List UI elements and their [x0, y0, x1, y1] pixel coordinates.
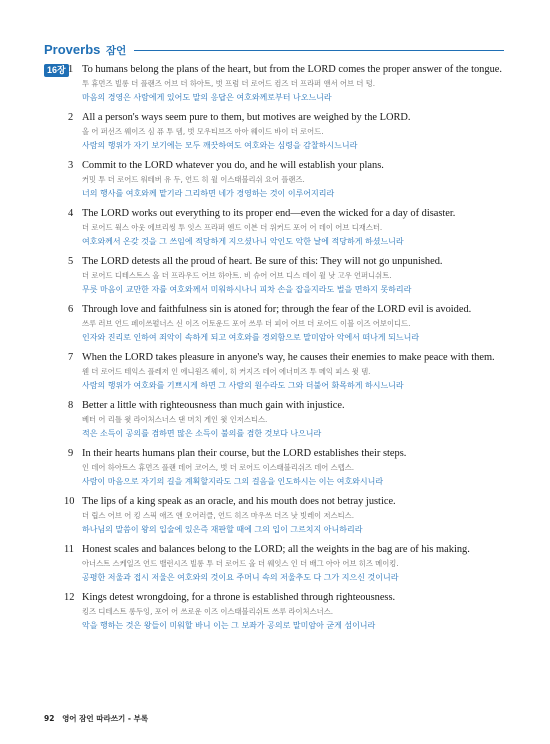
page-footer — [44, 713, 148, 724]
header-divider — [134, 50, 504, 51]
verse-english: The lips of a king speak as an oracle, and his mouth does not betray justice. — [82, 496, 396, 507]
verse-english: In their hearts humans plan their course, but the LORD establishes their steps. — [82, 448, 407, 459]
page-title — [44, 42, 126, 58]
verse-korean: 너의 행사를 여호와께 맡기라 그리하면 네가 경영하는 것이 이루어지리라 — [82, 189, 335, 198]
verse-korean: 인자와 진리로 인하여 죄악이 속하게 되고 여호와를 경외함으로 말미암아 악에서 떠나게 되느니라 — [82, 333, 420, 342]
verse — [44, 110, 504, 153]
verse-korean: 적은 소득이 공의를 겸하면 많은 소득이 불의를 겸한 것보다 나으니라 — [82, 429, 322, 438]
verse-english: Honest scales and balances belong to the LORD; all the weights in the bag are of his making. — [82, 544, 470, 555]
verse-korean: 마음의 경영은 사람에게 있어도 말의 응답은 여호와께로부터 나오느니라 — [82, 93, 332, 102]
verse-korean: 악을 행하는 것은 왕들이 미워할 바니 이는 그 보좌가 공의로 말미암아 굳게 섬이니라 — [82, 621, 376, 630]
verse-english: The LORD detests all the proud of heart. Be sure of this: They will not go unpunished. — [82, 256, 443, 267]
verse-english: Better a little with righteousness than much gain with injustice. — [82, 400, 345, 411]
verse-english: All a person's ways seem pure to them, but motives are weighed by the LORD. — [82, 112, 411, 123]
verse-pronunciation: 킹즈 디테스트 롱두잉, 포어 어 쓰로운 이즈 이스태블리쉬트 쓰루 라이처스너스. — [82, 607, 334, 616]
verse-number: 8 — [68, 400, 74, 411]
verse-english: Through love and faithfulness sin is atoned for; through the fear of the LORD evil is avoided. — [82, 304, 472, 315]
verse-korean: 공평한 저울과 접시 저울은 여호와의 것이요 주머니 속의 저울추도 다 그가 지으신 것이니라 — [82, 573, 399, 582]
footer-text: 영어 잠언 따라쓰기 - 부록 — [62, 714, 149, 723]
verse-number: 11 — [64, 544, 75, 555]
verse-number: 5 — [68, 256, 74, 267]
verse-number: 7 — [68, 352, 74, 363]
verse-number: 3 — [68, 160, 74, 171]
verse-number: 10 — [64, 496, 75, 507]
verse-korean: 사람의 행위가 자기 보기에는 모두 깨끗하여도 여호와는 심령을 감찰하시느니라 — [82, 141, 358, 150]
verse-pronunciation: 웬 더 로어드 테익스 플레저 인 에니원즈 웨이, 히 커지즈 데어 에너미즈 투 메익 피스 윗 뎀. — [82, 367, 371, 376]
verse-pronunciation: 쓰루 러브 언드 페이쓰펄너스 신 이즈 어토운드 포어 쓰루 더 피어 어브 더 로어드 이블 이즈 어보이디드. — [82, 319, 411, 328]
verse-english: Kings detest wrongdoing, for a throne is established through righteousness. — [82, 592, 396, 603]
verse-korean: 사람이 마음으로 자기의 길을 계획할지라도 그의 걸음을 인도하시는 이는 여호와시니라 — [82, 477, 384, 486]
verse — [44, 494, 504, 537]
verse-korean: 무릇 마음이 교만한 자를 여호와께서 미워하시나니 피차 손을 잡을지라도 벌을 면하지 못하리라 — [82, 285, 412, 294]
page-number: 92 — [44, 714, 55, 723]
verse — [44, 158, 504, 201]
chapter-badge: 16장 — [44, 64, 69, 77]
verse-english: When the LORD takes pleasure in anyone's way, he causes their enemies to make peace with them. — [82, 352, 495, 363]
verse-english: Commit to the LORD whatever you do, and he will establish your plans. — [82, 160, 384, 171]
verse — [44, 302, 504, 345]
verse-list — [44, 62, 504, 638]
verse-number: 9 — [68, 448, 74, 459]
verse — [44, 62, 504, 105]
verse-pronunciation: 올 어 퍼선즈 웨이즈 심 퓨 투 뎀, 벗 모우티브즈 아아 웨이드 바이 더 로어드. — [82, 127, 324, 136]
verse — [44, 542, 504, 585]
verse-pronunciation: 투 휴먼즈 빌롱 더 플랜즈 어브 더 하아트, 벗 프럼 더 로어드 컴즈 더 프라퍼 앤서 어브 더 텅. — [82, 79, 376, 88]
verse-korean: 사람의 행위가 여호와를 기쁘시게 하면 그 사람의 원수라도 그와 더불어 화목하게 하시느니라 — [82, 381, 404, 390]
verse — [44, 350, 504, 393]
verse-pronunciation: 베터 어 리틀 윗 라이처스너스 댄 머치 게인 윗 인저스티스. — [82, 415, 268, 424]
verse-number: 6 — [68, 304, 74, 315]
verse-number: 1 — [68, 64, 74, 75]
verse-pronunciation: 인 데어 하아트스 휴먼즈 플랜 데어 코어스, 벗 더 로어드 이스태블리쉬즈 데어 스텝스. — [82, 463, 355, 472]
verse-pronunciation: 더 로어드 웍스 아웃 에브리씽 투 잇스 프라퍼 엔드 이븐 더 위커드 포어 어 데이 어브 디재스터. — [82, 223, 383, 232]
verse — [44, 206, 504, 249]
verse — [44, 446, 504, 489]
verse-english: To humans belong the plans of the heart, but from the LORD comes the proper answer of the tongue. — [82, 64, 502, 75]
verse-number: 12 — [64, 592, 75, 603]
verse-pronunciation: 더 로어드 디테스트스 올 더 프라우드 어브 하아트. 비 슈어 어브 디스 데이 윌 낫 고우 언퍼니쉬트. — [82, 271, 392, 280]
verse-korean: 여호와께서 온갖 것을 그 쓰임에 적당하게 지으셨나니 악인도 악한 날에 적당하게 하셨느니라 — [82, 237, 404, 246]
verse-pronunciation: 더 립스 어브 어 킹 스픽 애즈 앤 오어러클, 언드 히즈 마우쓰 더즈 낫 빗레이 저스티스. — [82, 511, 355, 520]
verse-number: 2 — [68, 112, 74, 123]
page-header — [44, 42, 504, 58]
verse — [44, 254, 504, 297]
verse-korean: 하나님의 말씀이 왕의 입술에 있은즉 재판할 때에 그의 입이 그르치지 아니하리라 — [82, 525, 363, 534]
verse-pronunciation: 커밋 투 더 로어드 워테버 유 두, 언드 히 윌 이스태블리쉬 요어 플랜즈. — [82, 175, 305, 184]
verse — [44, 398, 504, 441]
book-title-korean: 잠언 — [106, 45, 127, 57]
book-title: Proverbs — [44, 42, 101, 57]
verse-english: The LORD works out everything to its proper end—even the wicked for a day of disaster. — [82, 208, 456, 219]
verse-number: 4 — [68, 208, 74, 219]
verse-pronunciation: 아너스트 스케일즈 언드 밸런시즈 빌롱 투 더 로어드 올 더 웨잇스 인 더 배그 아아 어브 히즈 메이킹. — [82, 559, 399, 568]
verse — [44, 590, 504, 633]
